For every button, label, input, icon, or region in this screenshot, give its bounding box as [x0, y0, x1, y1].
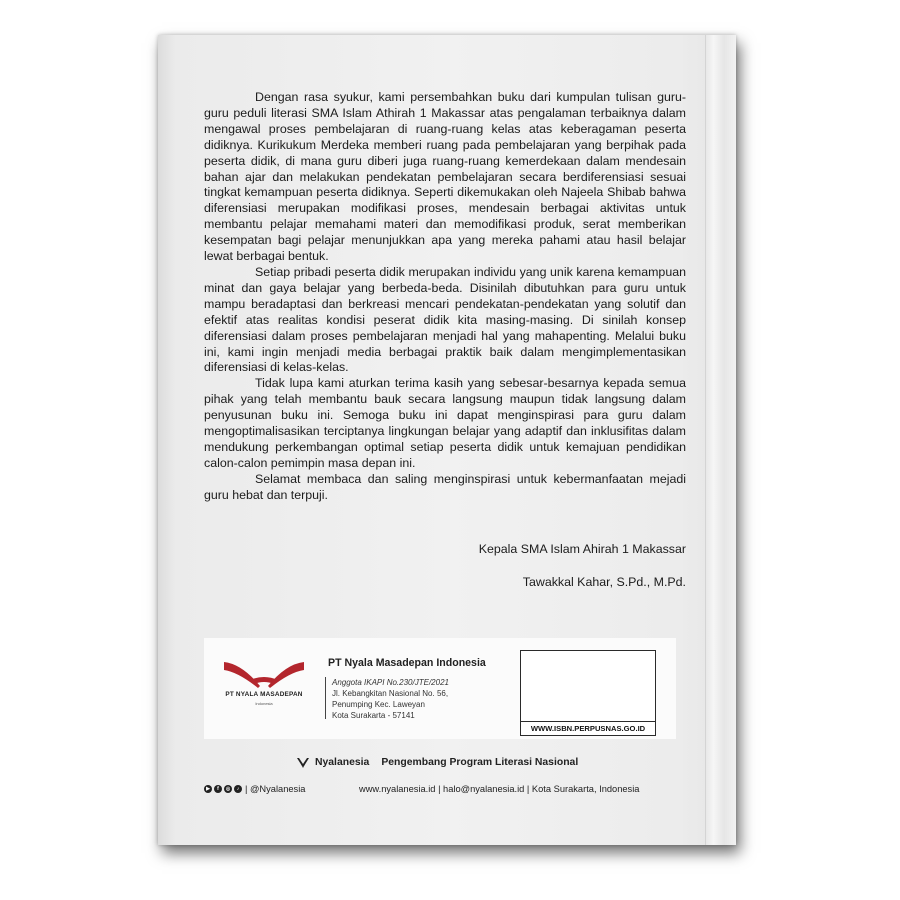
instagram-icon: ◎	[225, 786, 231, 792]
tiktok-icon: ♪	[234, 785, 242, 793]
publisher-address-1: Jl. Kebangkitan Nasional No. 56,	[332, 689, 449, 698]
social-handle: | @Nyalanesia	[245, 784, 306, 794]
paragraph-2: Setiap pribadi peserta didik merupakan individu yang unik karena kemampuan minat dan gaya belajar yang berbeda-beda. Disinilah dibutuhkan para guru untuk mampu beradaptasi dan berkreasi mencari pendekatan-pendekatan yang solutif dan efektif atas realitas kondisi peserat didik kita masing-masing. Di sinilah konsep diferensiasi dalam proses pembelajaran menjadi hal yang mahapenting. Melalui buku ini, kami ingin menjadi media berbagai praktik baik dalam mengimplementasikan diferensiasi di kelas-kelas.	[204, 264, 686, 375]
contact-info: www.nyalanesia.id | halo@nyalanesia.id | Kota Surakarta, Indonesia	[359, 784, 640, 794]
social-row	[204, 784, 305, 794]
paragraph-3: Tidak lupa kami aturkan terima kasih yang sebesar-besarnya kepada semua pihak yang telah membantu bauk secara langsung maupun tidak langsung dalam penyusunan buku ini. Semoga buku ini dapat menginspirasi para guru dalam mengoptimalisasikan terciptanya lingkungan belajar yang adaptif dan inklusifitas dalam mendukung perkembangan optimal setiap peserta didik untuk kemajuan pendidikan calon-calon pemimpin masa depan ini.	[204, 376, 686, 470]
isbn-frame	[520, 650, 656, 736]
nyalanesia-logo-icon	[296, 755, 310, 769]
book-spine-edge	[705, 35, 736, 845]
publisher-logo-text: PT NYALA MASADEPAN	[225, 691, 303, 698]
signature-name: Tawakkal Kahar, S.Pd., M.Pd.	[522, 575, 686, 589]
publisher-address-2: Penumping Kec. Laweyan	[332, 700, 425, 709]
paragraph-4: Selamat membaca dan saling menginspirasi untuk kebermanfaatan mejadi guru hebat dan terpuji.	[204, 471, 686, 502]
publisher-box	[204, 638, 676, 739]
publisher-ikapi: Anggota IKAPI No.230/JTE/2021	[332, 678, 449, 687]
signature-title: Kepala SMA Islam Ahirah 1 Makassar	[478, 542, 686, 556]
publisher-logo-subtext: Indonesia	[255, 701, 273, 706]
isbn-url: WWW.ISBN.PERPUSNAS.GO.ID	[521, 721, 655, 735]
youtube-icon: ▶	[204, 785, 212, 793]
publisher-details	[325, 677, 449, 719]
brand-name: Nyalanesia	[315, 756, 370, 768]
publisher-logo-icon	[224, 660, 304, 690]
cover-text-block	[204, 90, 686, 504]
publisher-name: PT Nyala Masadepan Indonesia	[328, 657, 486, 669]
brand-row	[296, 755, 578, 769]
isbn-barcode-area	[520, 650, 656, 737]
publisher-address-3: Kota Surakarta - 57141	[332, 711, 415, 720]
brand-tagline: Pengembang Program Literasi Nasional	[381, 756, 579, 768]
paragraph-1: Dengan rasa syukur, kami persembahkan buku dari kumpulan tulisan guru-guru peduli literasi SMA Islam Athirah 1 Makassar atas pengalaman terbaiknya dalam mengawal proses pembelajaran di ruang-ruang kelas atas keberagaman peserta didiknya. Kurikukum Merdeka memberi ruang pada pembelajaran yang berpihak pada peserta didik, di mana guru diberi juga ruang-ruang kemerdekaan dalam mendesain bahan ajar dan melakukan pendekatan pembelajaran secara berdiferensiasi sesuai tingkat kemampuan peserta didiknya. Seperti dikemukakan oleh Najeela Shibab bahwa diferensiasi merupakan modifikasi proses, mendesain berbagai aktivitas untuk membantu pelajar memahami materi dan memodifikasi produk, serat memberikan kesempatan bagi pelajar menunjukkan apa yang mereka pahami atau hasil belajar lewat berbagai bentuk.	[204, 90, 686, 264]
social-icons	[204, 785, 242, 793]
facebook-icon: f	[214, 785, 222, 793]
book-back-cover	[158, 35, 736, 845]
